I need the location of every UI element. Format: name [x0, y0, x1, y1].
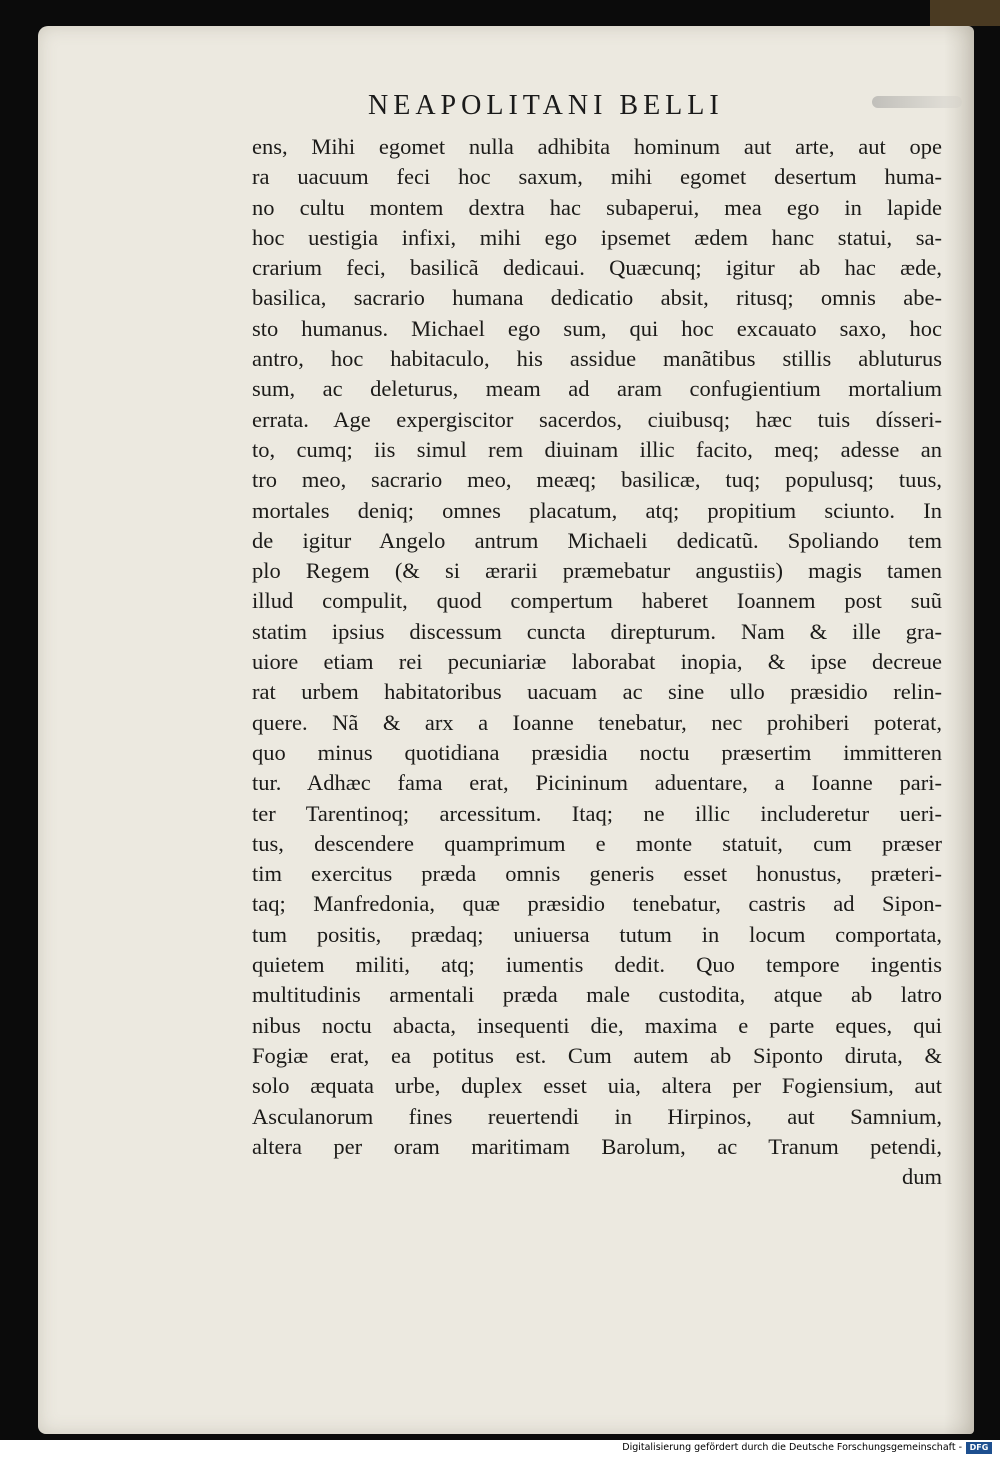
text-line: ter Tarentinoq; arcessitum. Itaq; ne illic includeretur ueri- [252, 800, 942, 826]
running-head: NEAPOLITANI BELLI [368, 90, 724, 121]
text-line: altera per oram maritimam Barolum, ac Tranum petendi, [252, 1133, 942, 1159]
text-line: rat urbem habitatoribus uacuam ac sine ullo præsidio relin- [252, 679, 942, 705]
page-fold-shadow [944, 26, 974, 1434]
text-line: Fogiæ erat, ea potitus est. Cum autem ab Siponto diruta, & [252, 1042, 942, 1068]
text-line: antro, hoc habitaculo, his assidue manãtibus stillis abluturus [252, 346, 942, 372]
body-text [252, 132, 942, 1192]
text-line: statim ipsius discessum cuncta direpturum. Nam & ille gra- [252, 618, 942, 644]
dfg-logo-icon: DFG [966, 1442, 992, 1454]
text-line: basilica, sacrario humana dedicatio absit, ritusq; omnis abe- [252, 285, 942, 311]
digitization-footer [0, 1440, 1000, 1457]
text-line: tus, descendere quamprimum e monte statuit, cum præser [252, 830, 942, 856]
text-line: mortales deniq; omnes placatum, atq; propitium sciunto. In [252, 497, 942, 523]
corner-stain [930, 0, 1000, 26]
text-line: tro meo, sacrario meo, meæq; basilicæ, tuq; populusq; tuus, [252, 467, 942, 493]
text-line: sum, ac deleturus, meam ad aram confugientium mortalium [252, 376, 942, 402]
text-line: crarium feci, basilicã dedicaui. Quæcunq; igitur ab hac æde, [252, 255, 942, 281]
text-line: errata. Age expergiscitor sacerdos, ciuibusq; hæc tuis dísseri- [252, 406, 942, 432]
text-line: tur. Adhæc fama erat, Picininum aduentare, a Ioanne pari- [252, 770, 942, 796]
text-line: to, cumq; iis simul rem diuinam illic facito, meq; adesse an [252, 436, 942, 462]
text-line: tim exercitus præda omnis generis esset honustus, præteri- [252, 861, 942, 887]
text-line: quo minus quotidiana præsidia noctu præsertim immitteren [252, 739, 942, 765]
ink-smudge [872, 96, 962, 108]
text-line: multitudinis armentali præda male custodita, atque ab latro [252, 982, 942, 1008]
text-line: sto humanus. Michael ego sum, qui hoc excauato saxo, hoc [252, 315, 942, 341]
text-line: Asculanorum fines reuertendi in Hirpinos, aut Samnium, [252, 1103, 942, 1129]
text-line: solo æquata urbe, duplex esset uia, altera per Fogiensium, aut [252, 1073, 942, 1099]
text-line: hoc uestigia infixi, mihi ego ipsemet ædem hanc statui, sa- [252, 224, 942, 250]
text-line: uiore etiam rei pecuniariæ laborabat inopia, & ipse decreue [252, 649, 942, 675]
text-line: taq; Manfredonia, quæ præsidio tenebatur, castris ad Sipon- [252, 891, 942, 917]
funding-credit: Digitalisierung gefördert durch die Deutsche Forschungsgemeinschaft - [622, 1442, 962, 1453]
text-line: de igitur Angelo antrum Michaeli dedicatũ. Spoliando tem [252, 527, 942, 553]
text-line: ens, Mihi egomet nulla adhibita hominum aut arte, aut ope [252, 134, 942, 159]
text-line: tum positis, prædaq; uniuersa tutum in locum comportata, [252, 921, 942, 947]
text-line: illud compulit, quod compertum haberet Ioannem post suũ [252, 588, 942, 614]
text-line: plo Regem (& si ærarii præmebatur angustiis) magis tamen [252, 558, 942, 584]
text-line: quietem militi, atq; iumentis dedit. Quo tempore ingentis [252, 952, 942, 978]
text-line: no cultu montem dextra hac subaperui, mea ego in lapide [252, 194, 942, 220]
text-line: nibus noctu abacta, insequenti die, maxima e parte eques, qui [252, 1012, 942, 1038]
text-line: quere. Nã & arx a Ioanne tenebatur, nec prohiberi poterat, [252, 709, 942, 735]
text-line: ra uacuum feci hoc saxum, mihi egomet desertum huma- [252, 164, 942, 190]
catchword: dum [901, 1164, 942, 1190]
